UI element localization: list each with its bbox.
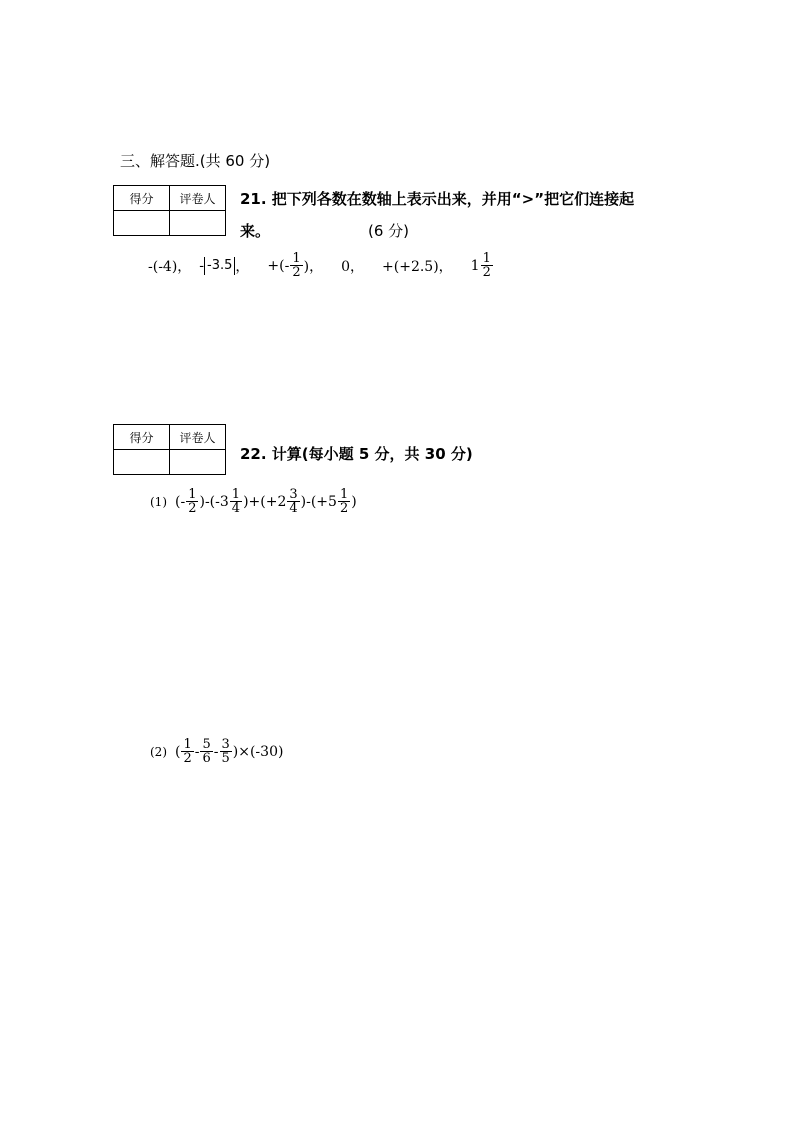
frac-den: 2 — [183, 751, 192, 766]
num-f-whole: 1 — [470, 257, 480, 274]
num-c-fraction — [290, 252, 302, 279]
expr-part: - — [194, 743, 200, 760]
num-b-abs: -3.5 — [204, 257, 235, 275]
frac-num: 1 — [292, 251, 301, 266]
fraction — [186, 488, 198, 515]
expr-part: ( — [175, 743, 181, 760]
num-f-fraction — [481, 252, 493, 279]
frac-num: 1 — [482, 251, 491, 266]
grader-label: 评卷人 — [170, 425, 226, 450]
frac-num: 3 — [289, 487, 298, 502]
num-b-suffix: ， — [235, 258, 250, 275]
expr-part: )+(+2 — [243, 493, 287, 510]
frac-den: 5 — [221, 751, 230, 766]
expr-part: (- — [175, 493, 186, 510]
frac-den: 2 — [292, 265, 301, 280]
question-21-numbers — [148, 252, 494, 279]
frac-num: 3 — [221, 737, 230, 752]
problem-2-label: (2) — [150, 744, 167, 759]
grader-cell — [170, 211, 226, 236]
num-b-prefix: - — [199, 257, 205, 274]
section-title: 三、解答题.(共 60 分) — [120, 152, 271, 170]
score-label: 得分 — [114, 186, 170, 211]
score-label: 得分 — [114, 425, 170, 450]
expr-part: ) — [351, 493, 357, 510]
frac-num: 1 — [231, 487, 241, 502]
num-e: +(+2.5)， — [382, 258, 453, 275]
num-c-suffix: )， — [303, 258, 324, 275]
score-table-21 — [113, 185, 226, 236]
frac-num: 5 — [202, 737, 211, 752]
fraction — [287, 488, 299, 515]
expr-part: )-(+5 — [300, 493, 337, 510]
problem-2 — [150, 738, 283, 765]
grader-label: 评卷人 — [170, 186, 226, 211]
score-cell — [114, 211, 170, 236]
frac-den: 2 — [339, 501, 349, 516]
question-22-text: 22. 计算(每小题 5 分，共 30 分) — [240, 445, 473, 463]
num-d: 0， — [341, 258, 365, 275]
frac-den: 2 — [188, 501, 197, 516]
problem-1 — [150, 488, 357, 515]
score-cell — [114, 450, 170, 475]
num-a: -(-4)， — [148, 258, 192, 275]
frac-den: 6 — [202, 751, 211, 766]
fraction — [200, 738, 212, 765]
frac-den: 4 — [289, 501, 298, 516]
score-table-22 — [113, 424, 226, 475]
fraction — [338, 488, 350, 515]
question-21-points: (6 分) — [368, 222, 410, 240]
num-c-prefix: +(- — [267, 257, 290, 274]
expr-part: )×(-30) — [232, 743, 284, 760]
fraction — [220, 738, 232, 765]
expr-part: )-(-3 — [199, 493, 229, 510]
question-21-text-cont: 来。 — [240, 222, 271, 240]
frac-num: 1 — [339, 487, 349, 502]
fraction — [181, 738, 193, 765]
frac-num: 1 — [188, 487, 197, 502]
expr-part: - — [213, 743, 219, 760]
frac-num: 1 — [183, 737, 192, 752]
fraction — [230, 488, 242, 515]
frac-den: 2 — [482, 265, 491, 280]
problem-1-label: (1) — [150, 494, 167, 509]
grader-cell — [170, 450, 226, 475]
frac-den: 4 — [231, 501, 241, 516]
question-21-text: 21. 把下列各数在数轴上表示出来，并用“>”把它们连接起 — [240, 190, 635, 208]
